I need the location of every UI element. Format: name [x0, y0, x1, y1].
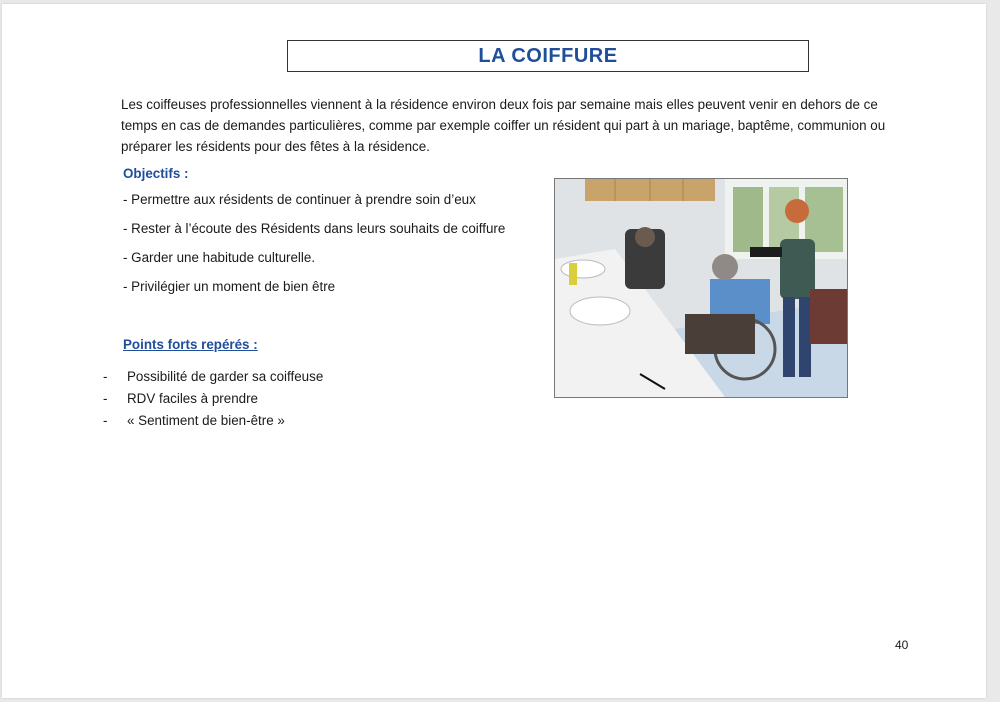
hairdressing-photo: [554, 178, 848, 398]
list-item: [103, 389, 323, 411]
list-item-text: Possibilité de garder sa coiffeuse: [127, 369, 324, 384]
page-number: 40: [895, 638, 909, 652]
page-title: LA COIFFURE: [478, 44, 618, 67]
objectifs-list: [123, 190, 505, 306]
list-item-text: RDV faciles à prendre: [127, 391, 258, 406]
list-item: [103, 367, 323, 389]
title-box: [287, 40, 809, 72]
dash-bullet: -: [103, 369, 108, 384]
list-item: - Permettre aux résidents de continuer à prendre soin d’eux: [123, 192, 476, 207]
dash-bullet: -: [103, 413, 108, 428]
list-item-text: « Sentiment de bien-être »: [127, 413, 285, 428]
points-forts-list: [103, 367, 323, 433]
objectifs-heading: Objectifs :: [123, 166, 189, 181]
intro-paragraph: Les coiffeuses professionnelles viennent à la résidence environ deux fois par semaine mais elles peuvent venir en dehors de ce temps en cas de demandes particulières, comme par exemple coiffer un résident qui part à un mariage, baptême, communion ou préparer les résidents pour des fêtes à la résidence.: [121, 97, 886, 154]
list-item: - Rester à l’écoute des Résidents dans leurs souhaits de coiffure: [123, 221, 506, 236]
list-item: - Privilégier un moment de bien être: [123, 279, 336, 294]
document-page: [2, 4, 986, 698]
list-item: [103, 411, 323, 433]
points-forts-heading: Points forts repérés :: [123, 337, 258, 352]
dash-bullet: -: [103, 391, 108, 406]
list-item: - Garder une habitude culturelle.: [123, 250, 316, 265]
